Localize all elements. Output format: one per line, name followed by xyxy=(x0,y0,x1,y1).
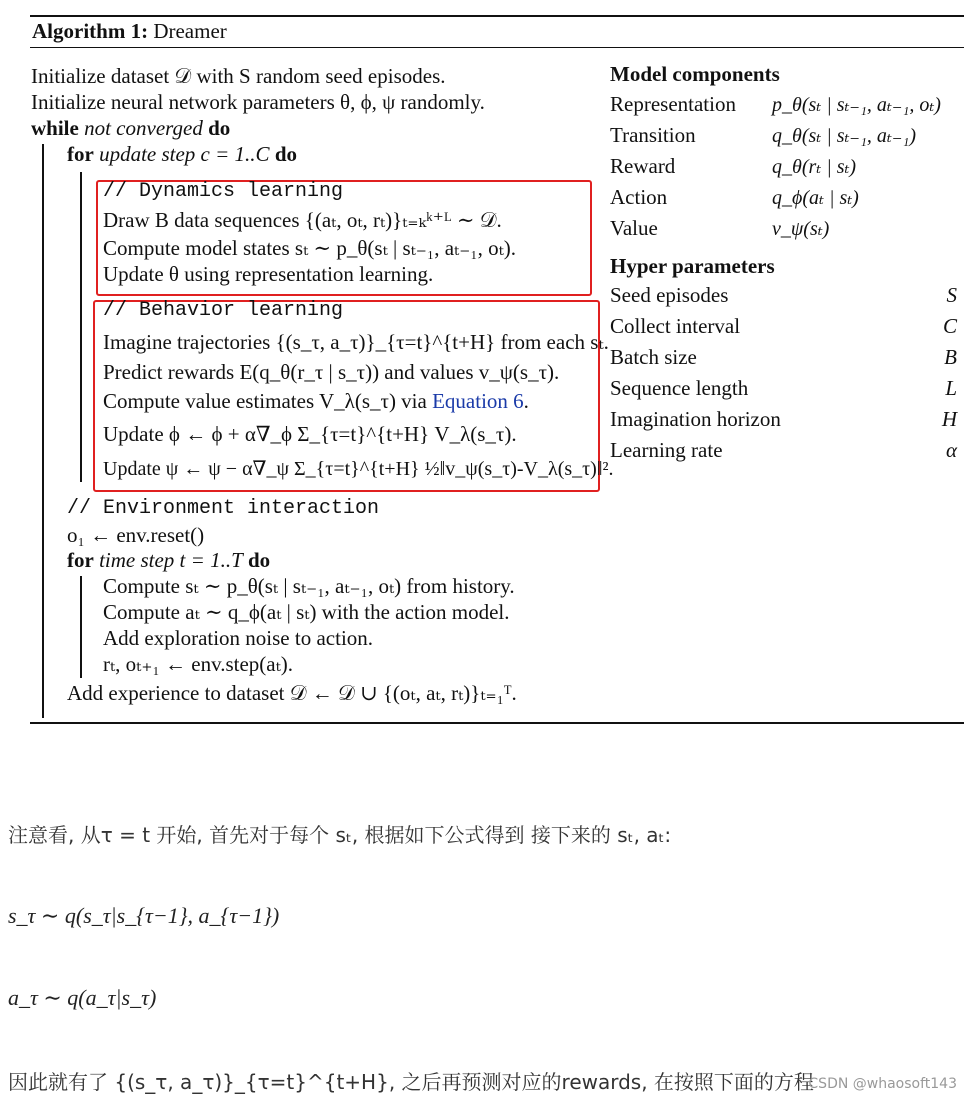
comment-environment-interaction: // Environment interaction xyxy=(67,497,380,520)
note-equation-state: s_τ ∼ q(s_τ|s_{τ−1}, a_{τ−1}) xyxy=(8,903,280,928)
line-compute-value-estimates: Compute value estimates V_λ(s_τ) via Equation 6. xyxy=(103,389,529,413)
hyper-parameter-name: Batch size xyxy=(610,345,697,369)
watermark: CSDN @whaosoft143 xyxy=(808,1076,957,1092)
note-equation-action: a_τ ∼ q(a_τ|s_τ) xyxy=(8,985,157,1010)
bottom-rule xyxy=(30,722,964,724)
comment-dynamics-learning: // Dynamics learning xyxy=(103,180,344,203)
hyper-parameter-name: Imagination horizon xyxy=(610,407,781,431)
algorithm-label: Algorithm 1: xyxy=(32,19,149,43)
comment-behavior-learning: // Behavior learning xyxy=(103,299,344,322)
model-component-expr: p_θ(sₜ | sₜ₋₁, aₜ₋₁, oₜ) xyxy=(772,94,941,116)
line-env-step: rₜ, oₜ₊₁ ← env.step(aₜ). xyxy=(103,652,294,676)
hyper-parameter-symbol: C xyxy=(942,314,957,338)
line-add-experience: Add experience to dataset 𝒟 ← 𝒟 ∪ {(oₜ, aₜ, rₜ)}ₜ₌₁ᵀ. xyxy=(67,681,517,705)
top-rule xyxy=(30,15,964,17)
hyper-parameter-symbol: L xyxy=(945,376,957,400)
model-components-heading: Model components xyxy=(610,62,780,86)
algorithm-title xyxy=(32,19,227,44)
line-compute-model-states: Compute model states sₜ ∼ p_θ(sₜ | sₜ₋₁, aₜ₋₁, oₜ). xyxy=(103,236,517,260)
note-paragraph-1: 注意看, 从τ = t 开始, 首先对于每个 sₜ, 根据如下公式得到 接下来的 sₜ, aₜ: xyxy=(8,823,672,847)
hyper-parameter-symbol: B xyxy=(944,345,957,369)
hyper-parameter-name: Sequence length xyxy=(610,376,749,400)
line-compute-action: Compute aₜ ∼ q_ϕ(aₜ | sₜ) with the action model. xyxy=(103,600,510,624)
line-env-reset: o₁ ← env.reset() xyxy=(67,523,205,547)
model-component-expr: q_ϕ(aₜ | sₜ) xyxy=(772,187,859,209)
line-imagine-trajectories: Imagine trajectories {(s_τ, a_τ)}_{τ=t}^{t+H} from each sₜ. xyxy=(103,330,609,354)
model-component-name: Reward xyxy=(610,154,676,178)
line-update-phi: Update ϕ ← ϕ + α∇_ϕ Σ_{τ=t}^{t+H} V_λ(s_τ). xyxy=(103,422,517,446)
equation-6-link[interactable]: Equation 6 xyxy=(432,389,524,413)
model-component-expr: v_ψ(sₜ) xyxy=(772,218,830,240)
line-update-psi: Update ψ ← ψ − α∇_ψ Σ_{τ=t}^{t+H} ½‖v_ψ(s_τ)-V_λ(s_τ)‖². xyxy=(103,458,614,480)
hyper-parameter-symbol: H xyxy=(941,407,957,431)
model-component-name: Action xyxy=(610,185,668,209)
line-init-dataset: Initialize dataset 𝒟 with S random seed episodes. xyxy=(31,64,446,88)
model-component-expr: q_θ(rₜ | sₜ) xyxy=(772,156,857,178)
hyper-parameters-heading: Hyper parameters xyxy=(610,254,775,278)
model-component-name: Transition xyxy=(610,123,696,147)
line-for-time: for time step t = 1..T do xyxy=(67,548,271,572)
for-update-indent-bar xyxy=(80,172,82,482)
hyper-parameter-symbol: S xyxy=(946,283,957,307)
hyper-parameter-name: Learning rate xyxy=(610,438,723,462)
hyper-parameter-symbol: α xyxy=(945,438,957,462)
algorithm-name: Dreamer xyxy=(153,19,227,43)
line-update-theta: Update θ using representation learning. xyxy=(103,262,434,286)
hyper-parameter-name: Collect interval xyxy=(610,314,741,338)
while-indent-bar xyxy=(42,144,44,718)
line-predict-rewards: Predict rewards E(q_θ(r_τ | s_τ)) and values v_ψ(s_τ). xyxy=(103,360,560,384)
line-for-update: for update step c = 1..C do xyxy=(67,142,297,166)
line-while: while not converged do xyxy=(31,116,231,140)
line-add-noise: Add exploration noise to action. xyxy=(103,626,374,650)
hyper-parameter-name: Seed episodes xyxy=(610,283,729,307)
title-rule xyxy=(30,47,964,48)
note-paragraph-2: 因此就有了 {(s_τ, a_τ)}_{τ=t}^{t+H}, 之后再预测对应的rewards, 在按照下面的方程 xyxy=(8,1070,814,1094)
line-init-params: Initialize neural network parameters θ, ϕ, ψ randomly. xyxy=(31,90,485,114)
for-time-indent-bar xyxy=(80,576,82,678)
model-component-name: Representation xyxy=(610,92,736,116)
line-draw-sequences: Draw B data sequences {(aₜ, oₜ, rₜ)}ₜ₌ₖᵏ⁺ᴸ ∼ 𝒟. xyxy=(103,208,502,232)
line-compute-state: Compute sₜ ∼ p_θ(sₜ | sₜ₋₁, aₜ₋₁, oₜ) from history. xyxy=(103,574,515,598)
model-component-expr: q_θ(sₜ | sₜ₋₁, aₜ₋₁) xyxy=(772,125,917,147)
model-component-name: Value xyxy=(610,216,658,240)
